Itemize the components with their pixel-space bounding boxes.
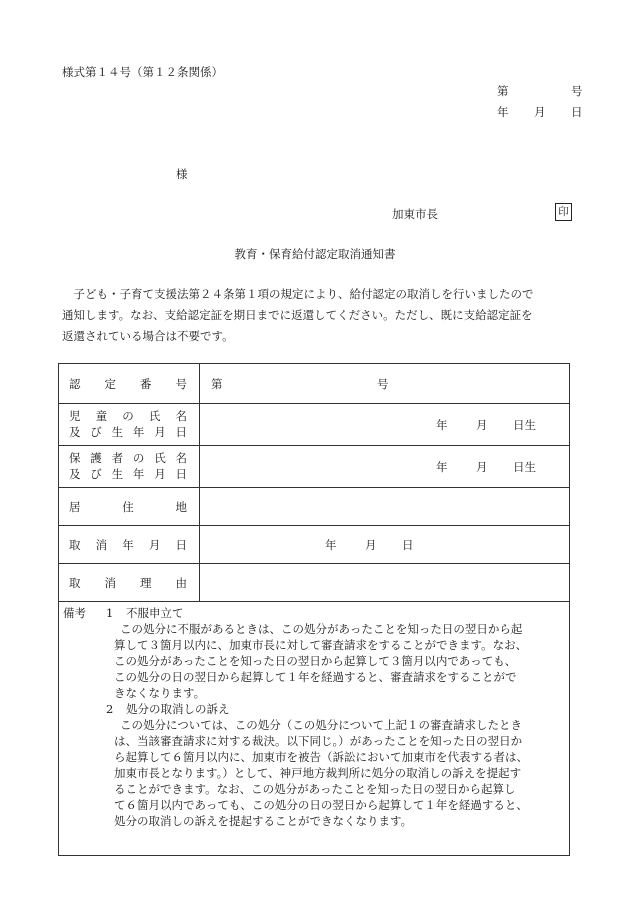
row-label-cell (59, 488, 200, 525)
remarks-item1-line: この処分があったことを知った日の翌日から起算して３箇月以内であっても、 (114, 654, 517, 668)
document-number-suffix: 号 (571, 84, 583, 98)
cancel-month: 月 (365, 538, 377, 552)
remarks-item1-line: きなくなります。 (114, 686, 206, 700)
remarks-item1-line: この処分の日の翌日から起算して１年を経過すると、審査請求をすることがで (114, 670, 517, 684)
table-row-certification-number (59, 364, 569, 404)
table-row-cancellation-date (59, 526, 569, 564)
cancellation-reason-field[interactable] (200, 564, 569, 601)
body-line: 返還されている場合は不要です。 (62, 329, 234, 343)
remarks-item1-line: この処分に不服があるときは、この処分があったことを知った日の翌日から起 (120, 622, 523, 636)
guardian-birth-month: 月 (476, 460, 488, 474)
label-child-name: 児 童 の 氏 名 (69, 409, 187, 423)
document-title: 教育・保育給付認定取消通知書 (234, 247, 396, 261)
official-seal-box: 印 (555, 203, 572, 221)
label-guardian-birthdate: 及 び 生 年 月 日 (69, 467, 187, 481)
remarks-heading: 備考 (63, 606, 86, 620)
row-label-cell (59, 364, 200, 403)
label-guardian-name: 保 護 者 の 氏 名 (69, 451, 187, 465)
child-birth-year: 年 (436, 418, 448, 432)
remarks-item1-number: 1 (106, 606, 114, 620)
cert-number-suffix: 号 (377, 377, 389, 391)
remarks-item2-line: ら起算して６箇月以内に、加東市を被告（訴訟において加東市を代表する者は、 (114, 750, 528, 764)
remarks-item1-title: 不服申立て (126, 606, 184, 620)
cancel-day: 日 (402, 538, 414, 552)
body-line: 子ども・子育て支援法第２４条第１項の規定により、給付認定の取消しを行いましたので (73, 287, 534, 301)
guardian-birth-year: 年 (436, 460, 448, 474)
label-cancellation-date: 取 消 年 月 日 (69, 538, 187, 552)
issuer-name: 加東市長 (392, 207, 438, 221)
cancellation-date-field[interactable] (200, 526, 569, 563)
row-label-cell (59, 564, 200, 601)
document-number-prefix: 第 (497, 84, 509, 98)
child-birth-day: 日生 (513, 418, 536, 432)
row-label-cell (59, 446, 200, 487)
table-row-address (59, 488, 569, 526)
issue-date-year: 年 (497, 105, 509, 119)
guardian-birth-day: 日生 (513, 460, 536, 474)
body-paragraph (62, 284, 582, 347)
label-cancellation-reason: 取 消 理 由 (69, 576, 187, 590)
table-row-child (59, 404, 569, 446)
form-number-label: 様式第１４号（第１２条関係） (62, 65, 223, 79)
child-name-birthdate-field[interactable] (200, 404, 569, 445)
certification-info-table (58, 363, 570, 856)
cancel-year: 年 (325, 538, 337, 552)
address-field[interactable] (200, 488, 569, 525)
issue-date-month: 月 (534, 105, 546, 119)
remarks-item1-line: 算して３箇月以内に、加東市長に対して審査請求をすることができます。なお、 (114, 638, 528, 652)
remarks-item2-title: 処分の取消しの訴え (126, 702, 230, 716)
body-line: 通知します。なお、支給認定証を期日までに返還してください。ただし、既に支給認定証を (62, 308, 533, 322)
guardian-name-birthdate-field[interactable] (200, 446, 569, 487)
issue-date-day: 日 (571, 105, 583, 119)
remarks-item2-line: 加東市長となります。）として、神戸地方裁判所に処分の取消しの訴えを提起す (114, 766, 522, 780)
table-row-cancellation-reason (59, 564, 569, 602)
remarks-item2-line: 処分の取消しの訴えを提起することができなくなります。 (114, 814, 413, 828)
table-row-guardian (59, 446, 569, 488)
remarks-item2-number: 2 (106, 702, 114, 716)
remarks-item2-line: は、当該審査請求に対する裁決。以下同じ。）があったことを知った日の翌日か (114, 734, 523, 748)
label-address: 居 住 地 (69, 500, 187, 514)
child-birth-month: 月 (476, 418, 488, 432)
row-label-cell (59, 526, 200, 563)
remarks-item2-line: て６箇月以内であっても、この処分の日の翌日から起算して１年を経過すると、 (114, 798, 528, 812)
row-label-cell (59, 404, 200, 445)
label-child-birthdate: 及 び 生 年 月 日 (69, 425, 187, 439)
cert-number-prefix: 第 (211, 377, 223, 391)
certification-number-field[interactable] (200, 364, 569, 403)
recipient-honorific: 様 (176, 167, 188, 181)
remarks-item2-line: ることができます。なお、この処分があったことを知った日の翌日から起算し (114, 782, 516, 796)
remarks-item2-line: この処分については、この処分（この処分について上記１の審査請求したとき (120, 718, 523, 732)
label-certification-number: 認 定 番 号 (69, 377, 187, 391)
